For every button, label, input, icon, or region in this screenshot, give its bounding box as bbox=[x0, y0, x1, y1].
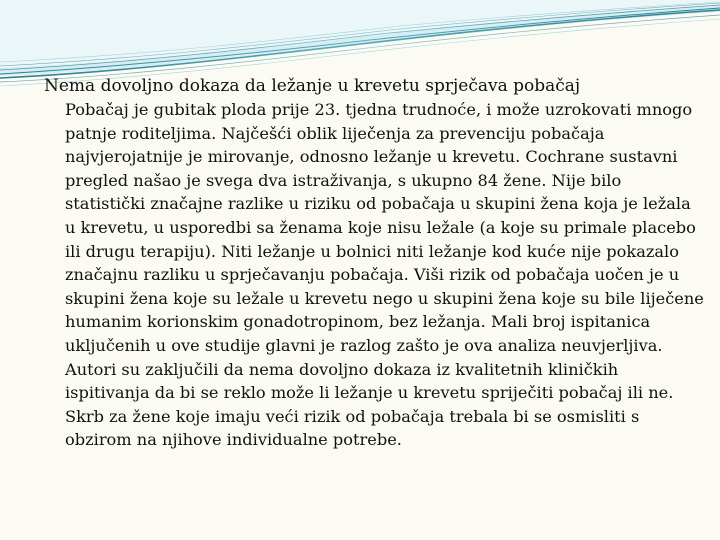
slide-title: Nema dovoljno dokaza da ležanje u krevetu sprječava pobačaj bbox=[44, 76, 581, 96]
wave-fill-front bbox=[0, 0, 720, 68]
slide-body-text: Pobačaj je gubitak ploda prije 23. tjedna trudnoće, i može uzrokovati mnogo patnje roditeljima. Najčešći oblik liječenja za prevenciju pobačaja najvjerojatnije je mirovanje, odnosno ležanje u krevetu. Cochrane sustavni pregled našao je svega dva istraživanja, s ukupno 84 žene. Nije bilo statistički značajne razlike u riziku od pobačaja u skupini žena koja je ležala u krevetu, u usporedbi sa ženama koje nisu ležale (a koje su primale placebo ili drugu terapiju). Niti ležanje u bolnici niti ležanje kod kuće nije pokazalo značajnu razliku u sprječavanju pobačaja. Viši rizik od pobačaja uočen je u skupini žena koje su ležale u krevetu nego u skupini žena koje su bile liječene humanim korionskim gonadotropinom, bez ležanja. Mali broj ispitanica uključenih u ove studije glavni je razlog zašto je ova analiza neuvjerljiva. Autori su zaključili da nema dovoljno dokaza iz kvalitetnih kliničkih ispitivanja da bi se reklo može li ležanje u krevetu spriječiti pobačaj ili ne. Skrb za žene koje imaju veći rizik od pobačaja trebala bi se osmisliti s obzirom na njihove individualne potrebe. bbox=[65, 100, 704, 450]
slide-content bbox=[44, 75, 704, 452]
